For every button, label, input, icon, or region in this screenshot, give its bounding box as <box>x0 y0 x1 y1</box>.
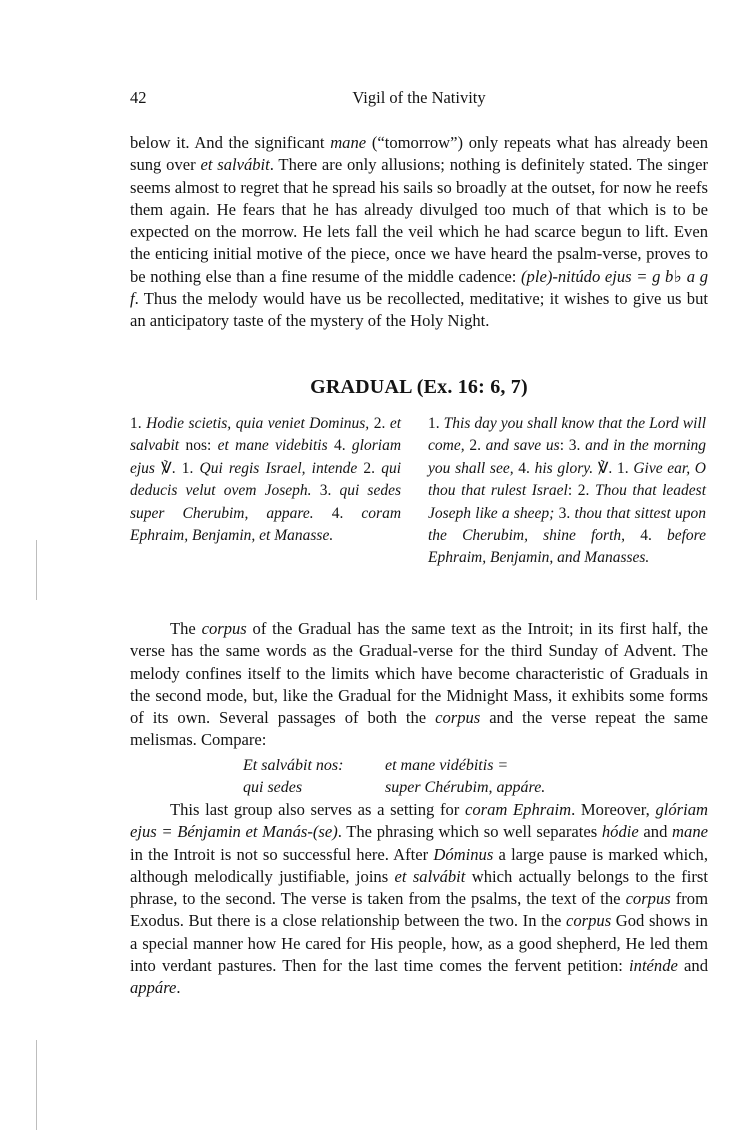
verse-text: and save us <box>485 437 560 455</box>
verse-number: : <box>206 437 218 455</box>
verse-text: nos <box>185 437 207 455</box>
comparison-left: Et salvábit nos: <box>243 757 344 774</box>
text-span: a large pause is marked which, although melodically justifiable, joins <box>130 844 708 886</box>
text-span: and <box>677 956 709 976</box>
italic-term: appáre <box>130 978 177 998</box>
text-span: . There are only allusions; nothing is definitely stated. The singer seems almost to regret that he spread his sails so broadly at the outset, for now he reefs them again. He fears that he has already divulged too much of that which is to be expected on the morrow. He lets fall the veil which he had scarce begun to lift. Even the enticing initial motive of the piece, once we have heard the psalm-verse, proves to be nothing else than a fine resume of the middle cadence: <box>130 155 708 286</box>
verse-text: thou that sittest upon the Cherubim, shine forth, <box>428 504 707 545</box>
verse-text: Qui regis Israel, intende <box>199 459 364 477</box>
verse-text: his glory. <box>534 459 598 477</box>
italic-term: et salvábit <box>200 155 270 175</box>
page-number: 42 <box>130 88 147 107</box>
italic-term: corpus <box>435 708 481 728</box>
italic-term: inténde <box>629 956 678 976</box>
verse-number: ℣. 1. <box>597 459 634 477</box>
verse-number: 4. <box>331 504 362 522</box>
verse-text: coram Ephraim, Benjamin, et Manasse. <box>130 504 402 545</box>
text-span: in the Introit is not so successful here. After <box>130 844 434 864</box>
verse-text: and in the morning you shall see, <box>428 437 707 477</box>
paragraph-1 <box>130 132 708 333</box>
text-span: . <box>176 978 181 998</box>
text-span: and <box>638 822 673 842</box>
verse-text: qui sedes super Cherubim, appare. <box>130 482 401 522</box>
italic-term: corpus <box>201 619 247 638</box>
verse-text: Thou that leadest Joseph like a sheep; <box>428 482 707 522</box>
comparison-right: super Chérubim, appáre. <box>385 779 546 796</box>
comparison-left: qui sedes <box>243 779 303 796</box>
verse-text: et mane videbitis <box>217 437 334 455</box>
verse-number: 4. <box>333 437 352 455</box>
scan-margin-mark <box>36 540 37 600</box>
text-span: . Moreover, <box>571 800 656 819</box>
verse-text: Hodie scietis, quia veniet Dominus, <box>146 415 374 432</box>
comparison-block <box>243 755 545 799</box>
italic-term: corpus <box>565 911 612 931</box>
verse-number: : 3. <box>559 437 586 455</box>
latin-text-column <box>130 413 401 547</box>
text-span: which actually belongs to the first phrase, to the second. The verse is taken from the psalms, the text of the <box>130 866 709 909</box>
italic-term: corpus <box>625 889 671 909</box>
verse-number: 3. <box>319 482 340 500</box>
comparison-row <box>243 777 545 799</box>
text-span: God shows in a special manner how He cared for His people, how, as a good shepherd, He led them into verdant pastures. Then for the last time comes the fervent petition: <box>130 911 708 976</box>
verse-text: Give ear, O thou that rulest Israel <box>428 459 706 500</box>
italic-term: mane <box>672 822 708 842</box>
verse-number: 2. <box>469 437 486 455</box>
verse-number: : 2. <box>567 482 595 500</box>
italic-term: mane <box>330 133 367 152</box>
verse-number: 4. <box>640 527 667 545</box>
cadence-notation: (ple)-nitúdo ejus = g b♭ a g f <box>130 266 708 309</box>
verse-text: qui deducis velut ovem Joseph. <box>130 459 402 500</box>
text-span: of the Gradual has the same text as the Introit; in its first half, the verse has the same words as the Gradual-verse for the third Sunday of Advent. The melody confines itself to the limits which have become characteristic of Graduals in the second mode, but, like the Gradual for the Midnight Mass, it exhibits some forms of its own. Several passages of both the <box>130 619 708 728</box>
verse-number: 1. <box>130 415 147 432</box>
verse-text: before Ephraim, Benjamin, and Manasses. <box>428 527 706 567</box>
comparison-row <box>243 755 545 777</box>
italic-term: et salvábit <box>394 866 466 886</box>
running-title: Vigil of the Nativity <box>352 88 486 107</box>
running-header <box>130 88 708 110</box>
verse-number: ℣. 1. <box>161 459 200 477</box>
verse-text: This day you shall know that the Lord will come, <box>428 415 707 455</box>
italic-term: coram Ephraim <box>464 800 572 819</box>
text-span: and the verse repeat the same melismas. Compare: <box>130 708 708 750</box>
verse-text: et salvabit <box>130 415 402 455</box>
comparison-right: et mane vidébitis = <box>385 757 509 774</box>
italic-term: Dóminus <box>433 844 494 864</box>
italic-term: hódie <box>601 822 639 842</box>
text-span: (“tomorrow”) only repeats what has already been sung over <box>130 133 708 175</box>
verse-text: gloriam ejus <box>130 437 402 477</box>
verse-number: 2. <box>373 415 390 432</box>
paragraph-2 <box>130 618 708 752</box>
verse-number: 4. <box>518 459 535 477</box>
verse-number: 1. <box>428 415 444 432</box>
scan-margin-mark <box>36 1040 37 1130</box>
text-span: . The phrasing which so well separates <box>337 822 602 842</box>
text-span: below it. And the significant <box>130 133 331 152</box>
section-heading: GRADUAL (Ex. 16: 6, 7) <box>310 376 528 398</box>
verse-number: 3. <box>558 504 575 522</box>
text-span: . Thus the melody would have us be recollected, meditative; it wishes to give us but an anticipatory taste of the mystery of the Holy Night. <box>130 289 708 331</box>
english-translation-column <box>428 413 706 570</box>
text-span: from Exodus. But there is a close relationship between the two. In the <box>130 889 709 931</box>
paragraph-3 <box>130 799 708 1000</box>
verse-number: 2. <box>363 459 382 477</box>
italic-term: glóriam ejus = Bénjamin et Manás-(se) <box>130 800 709 842</box>
text-span: The <box>170 619 202 638</box>
text-span: This last group also serves as a setting for <box>170 800 465 819</box>
